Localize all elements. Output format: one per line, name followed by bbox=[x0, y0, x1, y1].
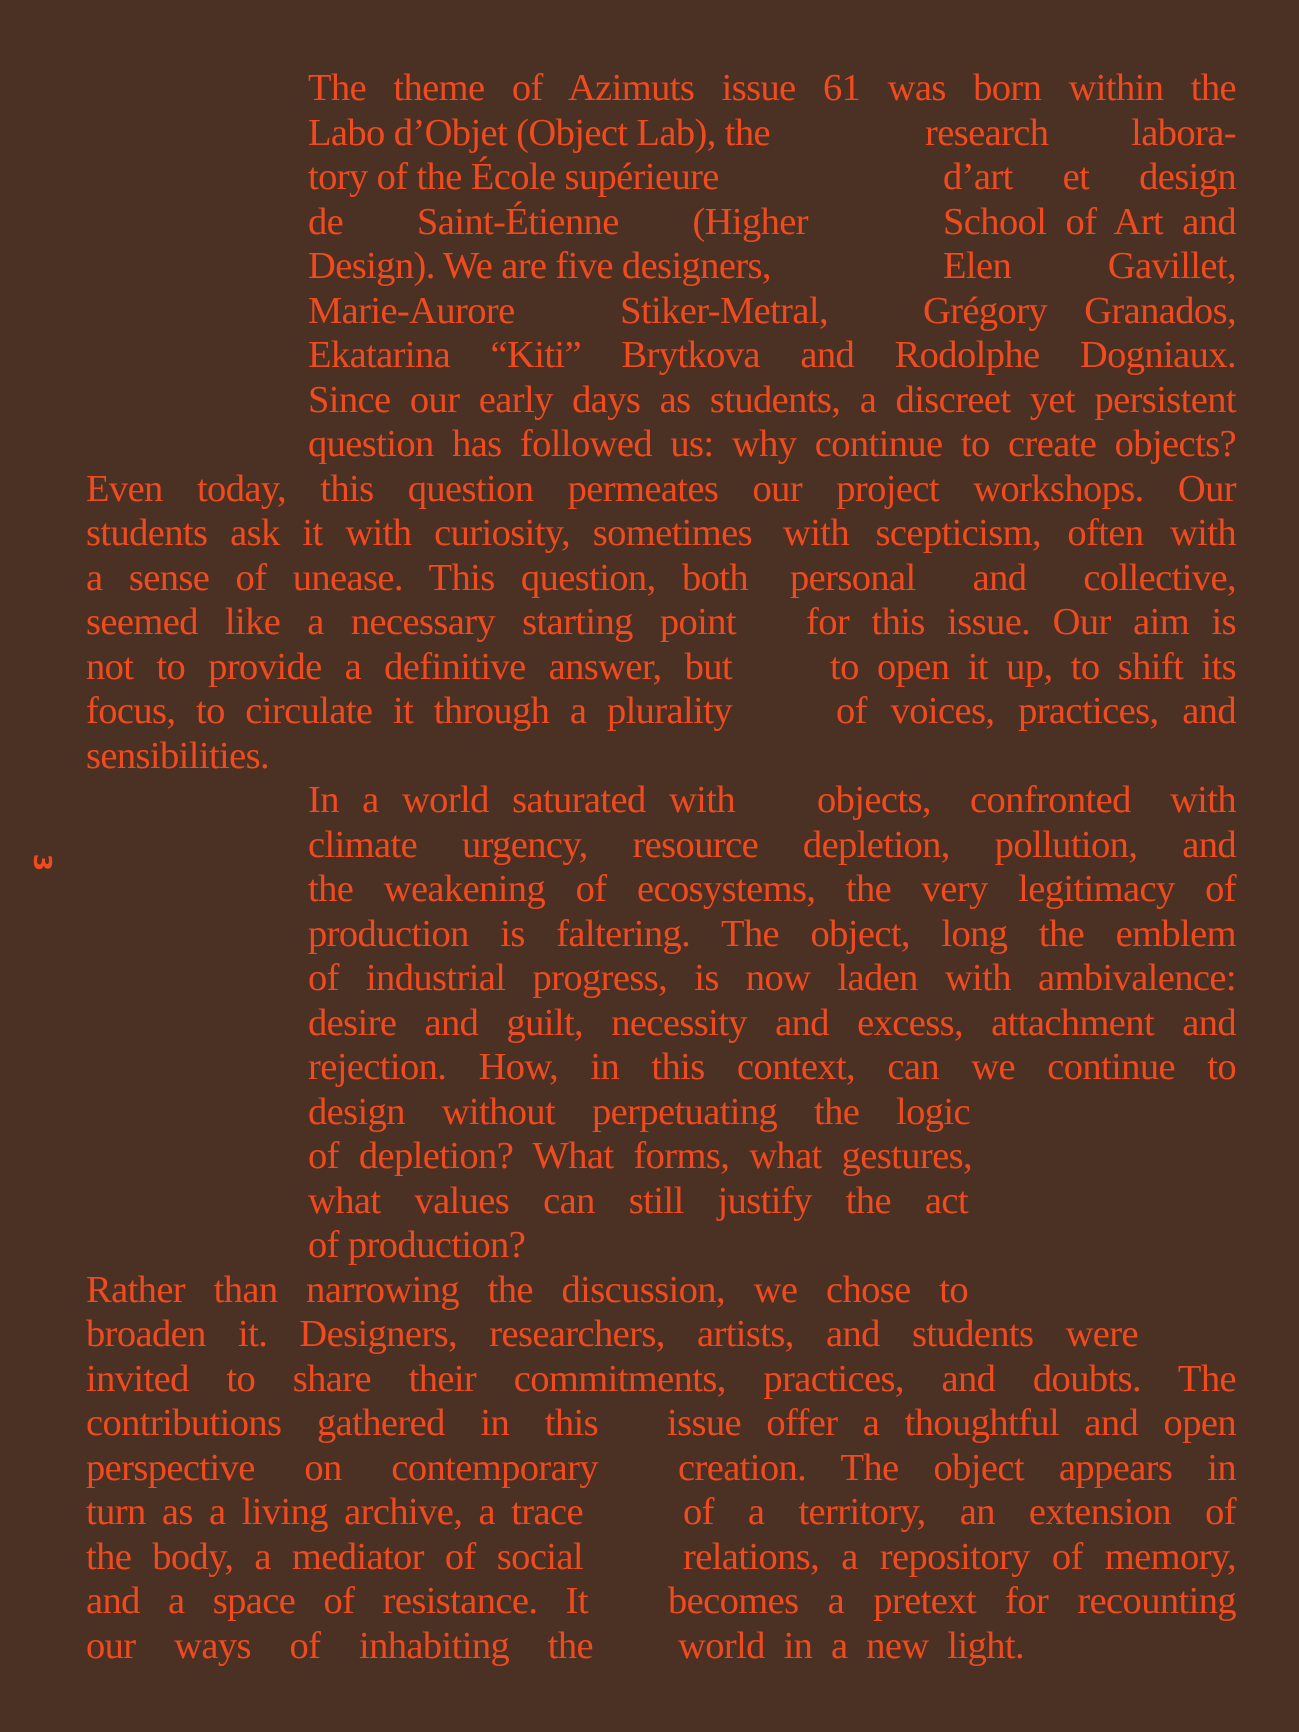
line-segment-right: Grégory Granados, bbox=[923, 289, 1236, 332]
text-line bbox=[0, 1490, 1299, 1534]
text-line bbox=[0, 289, 1299, 333]
text-line bbox=[0, 111, 1299, 155]
text-line bbox=[0, 1179, 1299, 1223]
line-segment-left: not to provide a definitive answer, but bbox=[86, 645, 732, 688]
text-line bbox=[0, 1579, 1299, 1623]
line-segment-left: sensibilities. bbox=[86, 734, 270, 777]
text-line bbox=[0, 734, 1299, 778]
text-line bbox=[0, 467, 1299, 511]
text-line bbox=[0, 645, 1299, 689]
text-line bbox=[0, 778, 1299, 822]
text-line bbox=[0, 689, 1299, 733]
line-segment-left: Since our early days as students, a discreet yet persistent bbox=[308, 378, 1236, 421]
text-line bbox=[0, 1624, 1299, 1668]
line-segment-left: seemed like a necessary starting point bbox=[86, 601, 736, 643]
line-segment-right: issue offer a thoughtful and open bbox=[667, 1402, 1236, 1444]
line-segment-left: production is faltering. The object, long the emblem bbox=[308, 912, 1236, 955]
line-segment-left: de Saint-Étienne (Higher bbox=[308, 200, 808, 243]
text-line bbox=[0, 1223, 1299, 1267]
page-number: 3 bbox=[28, 853, 58, 872]
line-segment-left: students ask it with curiosity, sometimes bbox=[86, 512, 752, 554]
line-segment-left: climate urgency, resource depletion, pollution, and bbox=[308, 823, 1236, 866]
line-segment-right: objects, confronted with bbox=[817, 779, 1236, 821]
line-segment-right: becomes a pretext for recounting bbox=[668, 1580, 1236, 1622]
text-line bbox=[0, 1001, 1299, 1045]
line-segment-right: creation. The object appears in bbox=[678, 1446, 1236, 1489]
line-segment-left: what values can still justify the act bbox=[308, 1179, 968, 1222]
line-segment-left: contributions gathered in this bbox=[86, 1402, 598, 1444]
line-segment-right: research labora- bbox=[925, 111, 1236, 154]
line-segment-right: d’art et design bbox=[943, 156, 1236, 198]
text-line bbox=[0, 823, 1299, 867]
line-segment-left: a sense of unease. This question, both bbox=[86, 556, 748, 599]
line-segment-right: to open it up, to shift its bbox=[830, 645, 1236, 688]
line-segment-left: perspective on contemporary bbox=[86, 1446, 598, 1489]
line-segment-left: tory of the École supérieure bbox=[308, 156, 719, 198]
text-line bbox=[0, 867, 1299, 911]
line-segment-left: Even today, this question permeates our project workshops. Our bbox=[86, 467, 1236, 510]
text-line bbox=[0, 956, 1299, 1000]
line-segment-left: Labo d’Objet (Object Lab), the bbox=[308, 111, 770, 154]
line-segment-left: and a space of resistance. It bbox=[86, 1580, 588, 1622]
line-segment-left: the weakening of ecosystems, the very legitimacy of bbox=[308, 868, 1236, 910]
line-segment-right: world in a new light. bbox=[678, 1624, 1024, 1667]
line-segment-right: of voices, practices, and bbox=[836, 690, 1236, 732]
line-segment-left: The theme of Azimuts issue 61 was born within the bbox=[308, 67, 1236, 109]
line-segment-left: invited to share their commitments, practices, and doubts. The bbox=[86, 1357, 1236, 1400]
text-line bbox=[0, 1268, 1299, 1312]
line-segment-right: with scepticism, often with bbox=[783, 512, 1236, 554]
text-line bbox=[0, 1535, 1299, 1579]
text-line bbox=[0, 556, 1299, 600]
text-line bbox=[0, 1401, 1299, 1445]
line-segment-right: Elen Gavillet, bbox=[943, 245, 1236, 287]
text-line bbox=[0, 1312, 1299, 1356]
line-segment-left: Marie-Aurore Stiker-Metral, bbox=[308, 289, 828, 332]
line-segment-left: focus, to circulate it through a plurality bbox=[86, 690, 732, 732]
line-segment-left: of production? bbox=[308, 1224, 526, 1266]
line-segment-left: turn as a living archive, a trace bbox=[86, 1491, 583, 1533]
line-segment-left: Rather than narrowing the discussion, we chose to bbox=[86, 1268, 968, 1311]
line-segment-right: School of Art and bbox=[943, 200, 1236, 243]
line-segment-left: desire and guilt, necessity and excess, attachment and bbox=[308, 1001, 1236, 1044]
line-segment-right: personal and collective, bbox=[790, 556, 1236, 599]
line-segment-left: broaden it. Designers, researchers, artists, and students were bbox=[86, 1313, 1138, 1355]
line-segment-right: relations, a repository of memory, bbox=[683, 1535, 1236, 1578]
text-line bbox=[0, 511, 1299, 555]
text-line bbox=[0, 155, 1299, 199]
text-line bbox=[0, 600, 1299, 644]
text-line bbox=[0, 1357, 1299, 1401]
line-segment-left: our ways of inhabiting the bbox=[86, 1624, 593, 1667]
text-line bbox=[0, 1090, 1299, 1134]
line-segment-right: for this issue. Our aim is bbox=[806, 601, 1236, 643]
line-segment-right: of a territory, an extension of bbox=[683, 1491, 1236, 1533]
line-segment-left: the body, a mediator of social bbox=[86, 1535, 583, 1578]
text-line bbox=[0, 378, 1299, 422]
text-line bbox=[0, 66, 1299, 110]
text-line bbox=[0, 1446, 1299, 1490]
text-line bbox=[0, 244, 1299, 288]
line-segment-left: question has followed us: why continue to create objects? bbox=[308, 423, 1236, 465]
text-line bbox=[0, 200, 1299, 244]
line-segment-left: Ekatarina “Kiti” Brytkova and Rodolphe Dogniaux. bbox=[308, 334, 1236, 376]
line-segment-left: In a world saturated with bbox=[308, 779, 735, 821]
text-line bbox=[0, 912, 1299, 956]
text-line bbox=[0, 1045, 1299, 1089]
line-segment-left: design without perpetuating the logic bbox=[308, 1090, 970, 1133]
text-line bbox=[0, 333, 1299, 377]
line-segment-left: of depletion? What forms, what gestures, bbox=[308, 1135, 972, 1177]
line-segment-left: Design). We are five designers, bbox=[308, 245, 771, 287]
text-line bbox=[0, 422, 1299, 466]
line-segment-left: of industrial progress, is now laden with ambivalence: bbox=[308, 957, 1236, 999]
line-segment-left: rejection. How, in this context, can we continue to bbox=[308, 1046, 1236, 1088]
text-line bbox=[0, 1134, 1299, 1178]
